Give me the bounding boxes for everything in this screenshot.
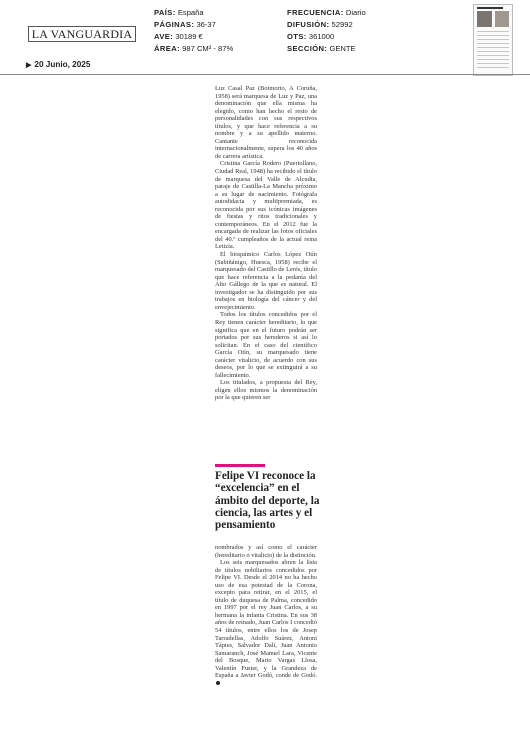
publication-date: ▶ 20 Junio, 2025: [26, 60, 91, 69]
thumbnail-line: [477, 51, 509, 52]
thumbnail-line: [477, 43, 509, 44]
header-divider: [0, 74, 530, 75]
headline-accent-bar: [215, 464, 265, 467]
newspaper-logo: LA VANGUARDIA: [28, 26, 136, 42]
metadata-left: [154, 7, 233, 55]
paragraph: Los titulados, a propuesta del Rey, eligen ellos mismos la denominación por la que quieren ser: [215, 379, 317, 402]
thumbnail-header: [477, 7, 503, 9]
caret-right-icon: ▶: [26, 62, 32, 69]
thumbnail-line: [477, 39, 509, 40]
meta-ots: OTS: 361000: [287, 32, 335, 41]
paragraph: [215, 559, 317, 687]
thumbnail-line: [477, 67, 509, 68]
paragraph: Todos los títulos concedidos por el Rey tienen carácter hereditario, lo que significa que en el futuro podrán ser portados por sus herederos si así lo solicitan. En el caso del científico García Otín, su marquesado tiene carácter vitalicio, de acuerdo con sus deseos, por lo que se extinguirá a su fallecimiento.: [215, 311, 317, 379]
meta-ave: AVE: 30189 €: [154, 32, 203, 41]
paragraph: El bioquímico Carlos López Otín (Sabiñánigo, Huesca, 1958) recibe el marquesado del Castillo de Lerés, título que hace referencia a la pedanía del Alto Gállego de la que es natural. El investigador se ha distinguido por sus trabajos en biología del cáncer y del envejecimiento.: [215, 251, 317, 311]
meta-area: ÁREA: 987 CM² - 87%: [154, 44, 234, 53]
paragraph: nombrados y así como el carácter (hereditario o vitalicio) de la distinción.: [215, 544, 317, 559]
meta-frequency: FRECUENCIA: Diario: [287, 8, 366, 17]
meta-section: SECCIÓN: GENTE: [287, 44, 356, 53]
paragraph: Luz Casal Paz (Boimorto, A Coruña, 1958) será marquesa de Luz y Paz, una denominación que ella misma ha elegido, como han hecho el resto de personalidades con sus respectivos títulos, y que hace referencia a su nombre y a su apellido materno. Cantante reconocida internacionalmente, supera los 40 años de carrera artística.: [215, 85, 317, 160]
thumbnail-line: [477, 59, 509, 60]
thumbnail-line: [477, 47, 509, 48]
thumbnail-photo: [477, 11, 492, 27]
paragraph: Cristina García Rodero (Puertollano, Ciudad Real, 1948) ha recibido el título de marquesa del Valle de Alcudia, paraje de Castilla-La Mancha próximo a su lugar de nacimiento. Fotógrafa autodidacta y multipremiada, es reconocida por sus icónicas imágenes de fiestas y ritos tradicionales y contemporáneos. En el 2012 fue la encargada de realizar las fotos oficiales del 40.º cumpleaños de la actual reina Letizia.: [215, 160, 317, 251]
thumbnail-line: [477, 63, 509, 64]
article-column-top: [215, 85, 317, 402]
metadata-right: [287, 7, 366, 55]
thumbnail-line: [477, 55, 509, 56]
article-headline: Felipe VI reconoce la “excelencia” en el ámbito del deporte, la ciencia, las artes y el pensamiento: [215, 470, 320, 532]
meta-country: PAÍS: España: [154, 8, 204, 17]
thumbnail-line: [477, 31, 509, 32]
thumbnail-photo: [495, 11, 509, 27]
thumbnail-line: [477, 35, 509, 36]
meta-pages: PÁGINAS: 36-37: [154, 20, 216, 29]
paragraph-text: Los seis marquesados abren la lista de títulos nobiliarios concedidos por Felipe VI. Desde el 2014 no ha hecho uso de esa potestad de la Corona, excepto para retirar, en el 2015, el título de duquesa de Palma, concedido en 1997 por el rey Juan Carlos, a su hermana la infanta Cristina. En sus 38 años de reinado, Juan Carlos I concedió 54 títulos, entre ellos los de Josep Tarradellas, Adolfo Suárez, Antoni Tàpies, Salvador Dalí, Juan Antonio Samaranch, José Manuel Lara, Vicente del Bosque, Mario Vargas Llosa, Valentín Fuster, y la Grandeza de España a Javier Godó, conde de Godó.: [215, 559, 317, 680]
page-thumbnail[interactable]: [473, 4, 513, 76]
end-of-article-icon: [216, 681, 220, 685]
article-column-bottom: [215, 544, 317, 687]
meta-circulation: DIFUSIÓN: 52992: [287, 20, 353, 29]
